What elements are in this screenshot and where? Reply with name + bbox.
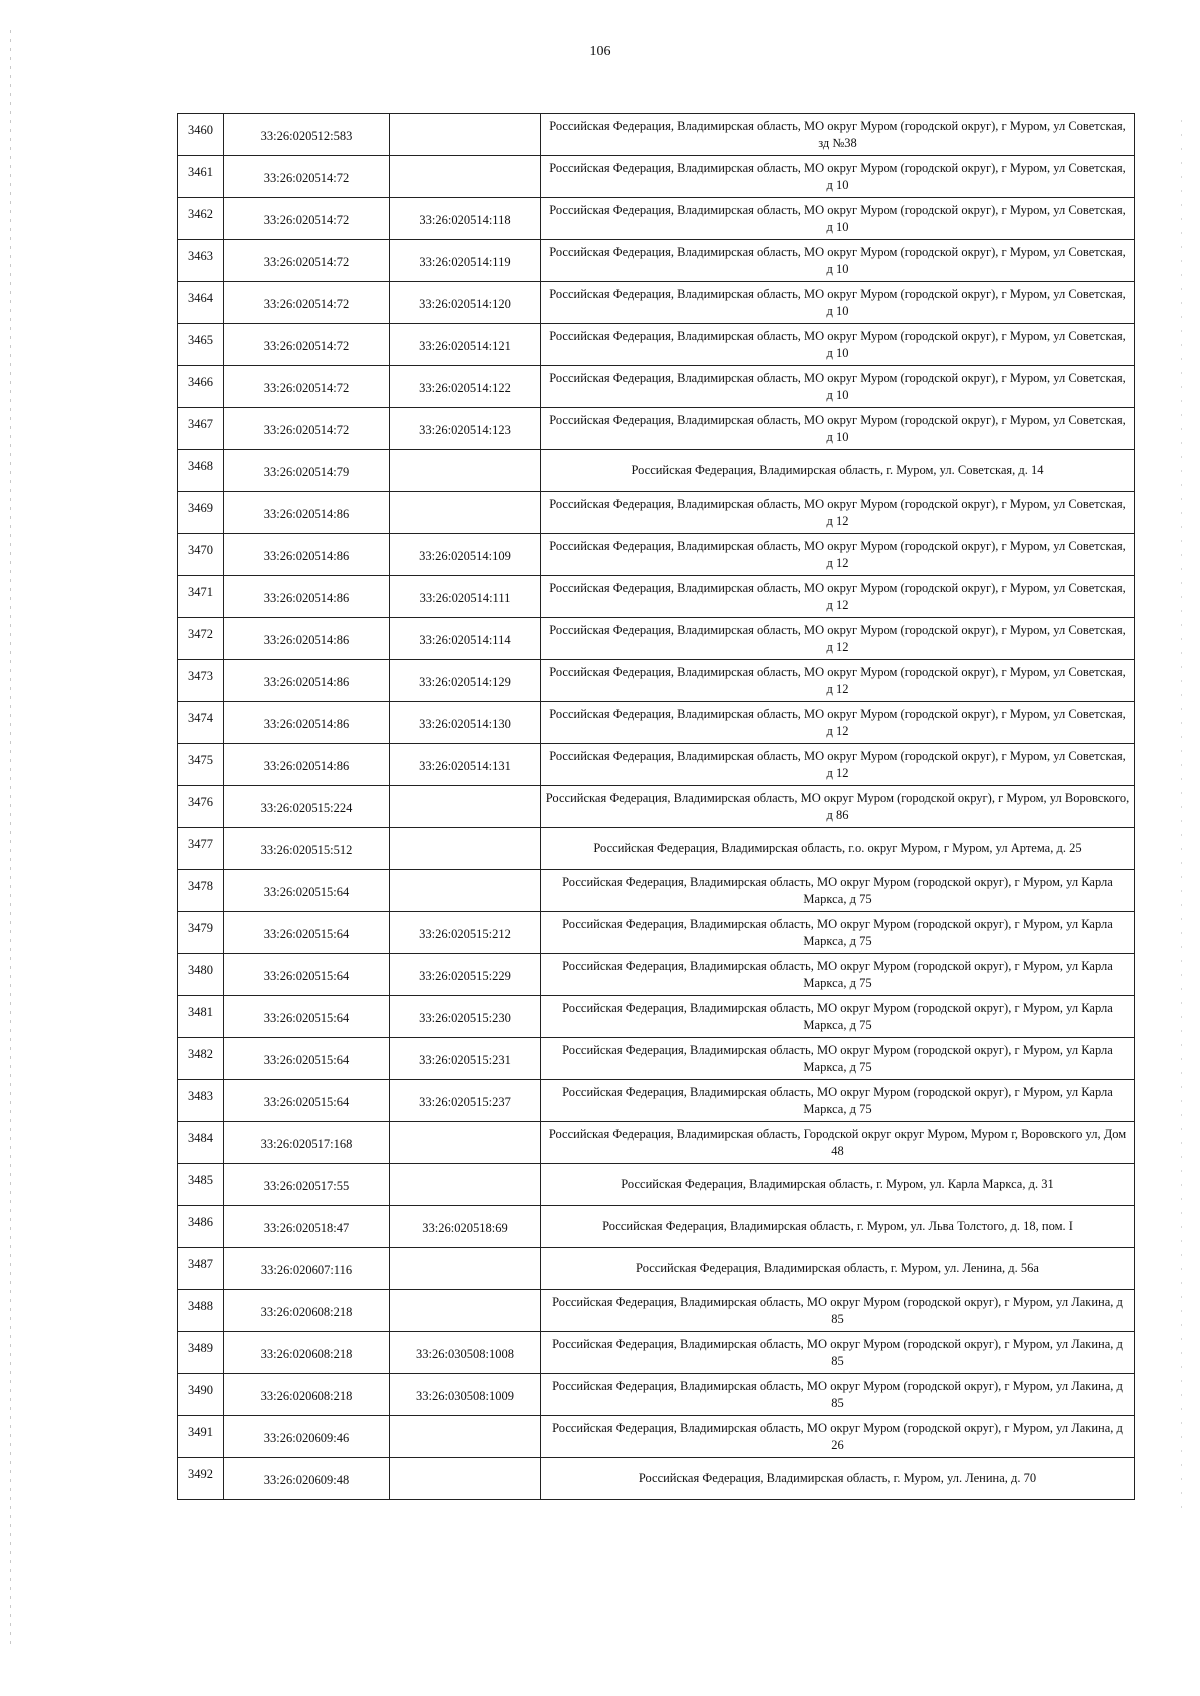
sub-object-number-cell: 33:26:020514:129 — [390, 660, 541, 702]
row-number-cell: 3471 — [178, 576, 224, 618]
table-row — [178, 408, 1135, 450]
cadastral-number-cell: 33:26:020514:86 — [224, 660, 390, 702]
row-number-cell: 3488 — [178, 1290, 224, 1332]
address-cell: Российская Федерация, Владимирская область, г. Муром, ул. Ленина, д. 70 — [541, 1458, 1135, 1500]
sub-object-number-cell: 33:26:020514:118 — [390, 198, 541, 240]
cadastral-number-cell: 33:26:020514:72 — [224, 366, 390, 408]
table-row — [178, 156, 1135, 198]
sub-object-number-cell: 33:26:020514:122 — [390, 366, 541, 408]
sub-object-number-cell — [390, 870, 541, 912]
page-number: 106 — [589, 44, 611, 59]
table-row — [178, 1164, 1135, 1206]
cadastral-number-cell: 33:26:020514:72 — [224, 198, 390, 240]
table-row — [178, 450, 1135, 492]
address-cell: Российская Федерация, Владимирская область, МО округ Муром (городской округ), г Муром, ул Карла Маркса, д 75 — [541, 1080, 1135, 1122]
row-number-cell: 3472 — [178, 618, 224, 660]
address-cell: Российская Федерация, Владимирская область, МО округ Муром (городской округ), г Муром, ул Карла Маркса, д 75 — [541, 954, 1135, 996]
table-row — [178, 744, 1135, 786]
cadastral-number-cell: 33:26:020514:86 — [224, 492, 390, 534]
table-row — [178, 1290, 1135, 1332]
cadastral-number-cell: 33:26:020512:583 — [224, 114, 390, 156]
cadastral-number-cell: 33:26:020515:64 — [224, 1080, 390, 1122]
row-number-cell: 3480 — [178, 954, 224, 996]
sub-object-number-cell: 33:26:020515:212 — [390, 912, 541, 954]
cadastral-number-cell: 33:26:020608:218 — [224, 1332, 390, 1374]
table-row — [178, 1122, 1135, 1164]
cadastral-number-cell: 33:26:020514:86 — [224, 534, 390, 576]
cadastral-number-cell: 33:26:020515:64 — [224, 912, 390, 954]
sub-object-number-cell — [390, 114, 541, 156]
property-table — [177, 113, 1135, 1500]
cadastral-number-cell: 33:26:020515:64 — [224, 870, 390, 912]
cadastral-number-cell: 33:26:020514:86 — [224, 744, 390, 786]
address-cell: Российская Федерация, Владимирская область, МО округ Муром (городской округ), г Муром, ул Карла Маркса, д 75 — [541, 912, 1135, 954]
table-row — [178, 912, 1135, 954]
row-number-cell: 3475 — [178, 744, 224, 786]
row-number-cell: 3470 — [178, 534, 224, 576]
scan-edge-left — [10, 30, 11, 1650]
address-cell: Российская Федерация, Владимирская область, МО округ Муром (городской округ), г Муром, ул Советская, д 12 — [541, 744, 1135, 786]
address-cell: Российская Федерация, Владимирская область, МО округ Муром (городской округ), г Муром, ул Советская, д 10 — [541, 156, 1135, 198]
cadastral-number-cell: 33:26:020514:72 — [224, 240, 390, 282]
address-cell: Российская Федерация, Владимирская область, МО округ Муром (городской округ), г Муром, ул Советская, д 12 — [541, 576, 1135, 618]
cadastral-number-cell: 33:26:020514:72 — [224, 282, 390, 324]
table-row — [178, 240, 1135, 282]
table-row — [178, 828, 1135, 870]
cadastral-number-cell: 33:26:020515:224 — [224, 786, 390, 828]
address-cell: Российская Федерация, Владимирская область, МО округ Муром (городской округ), г Муром, ул Карла Маркса, д 75 — [541, 870, 1135, 912]
cadastral-number-cell: 33:26:020608:218 — [224, 1374, 390, 1416]
table-row — [178, 1206, 1135, 1248]
row-number-cell: 3487 — [178, 1248, 224, 1290]
address-cell: Российская Федерация, Владимирская область, МО округ Муром (городской округ), г Муром, ул Лакина, д 85 — [541, 1374, 1135, 1416]
row-number-cell: 3466 — [178, 366, 224, 408]
row-number-cell: 3477 — [178, 828, 224, 870]
scan-edge-right — [1181, 120, 1182, 1520]
address-cell: Российская Федерация, Владимирская область, г. Муром, ул. Льва Толстого, д. 18, пом. I — [541, 1206, 1135, 1248]
sub-object-number-cell: 33:26:020514:130 — [390, 702, 541, 744]
address-cell: Российская Федерация, Владимирская область, МО округ Муром (городской округ), г Муром, ул Советская, д 12 — [541, 534, 1135, 576]
address-cell: Российская Федерация, Владимирская область, МО округ Муром (городской округ), г Муром, ул Советская, д 10 — [541, 240, 1135, 282]
sub-object-number-cell — [390, 1290, 541, 1332]
sub-object-number-cell: 33:26:020514:120 — [390, 282, 541, 324]
cadastral-number-cell: 33:26:020609:46 — [224, 1416, 390, 1458]
sub-object-number-cell: 33:26:020514:114 — [390, 618, 541, 660]
table-row — [178, 1374, 1135, 1416]
cadastral-number-cell: 33:26:020514:86 — [224, 618, 390, 660]
row-number-cell: 3485 — [178, 1164, 224, 1206]
sub-object-number-cell: 33:26:020514:121 — [390, 324, 541, 366]
table-row — [178, 492, 1135, 534]
sub-object-number-cell: 33:26:020515:229 — [390, 954, 541, 996]
address-cell: Российская Федерация, Владимирская область, МО округ Муром (городской округ), г Муром, ул Советская, зд №38 — [541, 114, 1135, 156]
sub-object-number-cell — [390, 1164, 541, 1206]
row-number-cell: 3460 — [178, 114, 224, 156]
table-row — [178, 324, 1135, 366]
cadastral-number-cell: 33:26:020607:116 — [224, 1248, 390, 1290]
row-number-cell: 3467 — [178, 408, 224, 450]
address-cell: Российская Федерация, Владимирская область, МО округ Муром (городской округ), г Муром, ул Советская, д 12 — [541, 702, 1135, 744]
table-row — [178, 366, 1135, 408]
sub-object-number-cell — [390, 828, 541, 870]
sub-object-number-cell — [390, 1458, 541, 1500]
row-number-cell: 3469 — [178, 492, 224, 534]
sub-object-number-cell — [390, 1122, 541, 1164]
cadastral-number-cell: 33:26:020515:64 — [224, 954, 390, 996]
cadastral-number-cell: 33:26:020608:218 — [224, 1290, 390, 1332]
address-cell: Российская Федерация, Владимирская область, МО округ Муром (городской округ), г Муром, ул Советская, д 12 — [541, 492, 1135, 534]
row-number-cell: 3468 — [178, 450, 224, 492]
table-row — [178, 996, 1135, 1038]
row-number-cell: 3483 — [178, 1080, 224, 1122]
address-cell: Российская Федерация, Владимирская область, г.о. округ Муром, г Муром, ул Артема, д. 25 — [541, 828, 1135, 870]
address-cell: Российская Федерация, Владимирская область, МО округ Муром (городской округ), г Муром, ул Карла Маркса, д 75 — [541, 996, 1135, 1038]
sub-object-number-cell: 33:26:020515:230 — [390, 996, 541, 1038]
cadastral-number-cell: 33:26:020514:86 — [224, 702, 390, 744]
row-number-cell: 3473 — [178, 660, 224, 702]
address-cell: Российская Федерация, Владимирская область, МО округ Муром (городской округ), г Муром, ул Воровского, д 86 — [541, 786, 1135, 828]
cadastral-number-cell: 33:26:020515:512 — [224, 828, 390, 870]
table-row — [178, 786, 1135, 828]
sub-object-number-cell — [390, 786, 541, 828]
table-row — [178, 576, 1135, 618]
row-number-cell: 3484 — [178, 1122, 224, 1164]
row-number-cell: 3476 — [178, 786, 224, 828]
cadastral-number-cell: 33:26:020514:79 — [224, 450, 390, 492]
sub-object-number-cell: 33:26:020515:237 — [390, 1080, 541, 1122]
address-cell: Российская Федерация, Владимирская область, МО округ Муром (городской округ), г Муром, ул Лакина, д 85 — [541, 1290, 1135, 1332]
row-number-cell: 3490 — [178, 1374, 224, 1416]
cadastral-number-cell: 33:26:020517:55 — [224, 1164, 390, 1206]
sub-object-number-cell: 33:26:020514:109 — [390, 534, 541, 576]
cadastral-number-cell: 33:26:020514:72 — [224, 156, 390, 198]
table-row — [178, 1248, 1135, 1290]
address-cell: Российская Федерация, Владимирская область, МО округ Муром (городской округ), г Муром, ул Советская, д 10 — [541, 198, 1135, 240]
row-number-cell: 3481 — [178, 996, 224, 1038]
row-number-cell: 3479 — [178, 912, 224, 954]
table-row — [178, 1038, 1135, 1080]
sub-object-number-cell: 33:26:030508:1008 — [390, 1332, 541, 1374]
row-number-cell: 3463 — [178, 240, 224, 282]
table-row — [178, 954, 1135, 996]
sub-object-number-cell: 33:26:020514:131 — [390, 744, 541, 786]
sub-object-number-cell — [390, 450, 541, 492]
cadastral-number-cell: 33:26:020515:64 — [224, 1038, 390, 1080]
table-row — [178, 1458, 1135, 1500]
address-cell: Российская Федерация, Владимирская область, МО округ Муром (городской округ), г Муром, ул Советская, д 10 — [541, 366, 1135, 408]
row-number-cell: 3465 — [178, 324, 224, 366]
cadastral-number-cell: 33:26:020515:64 — [224, 996, 390, 1038]
address-cell: Российская Федерация, Владимирская область, г. Муром, ул. Карла Маркса, д. 31 — [541, 1164, 1135, 1206]
address-cell: Российская Федерация, Владимирская область, МО округ Муром (городской округ), г Муром, ул Карла Маркса, д 75 — [541, 1038, 1135, 1080]
address-cell: Российская Федерация, Владимирская область, МО округ Муром (городской округ), г Муром, ул Советская, д 10 — [541, 282, 1135, 324]
sub-object-number-cell: 33:26:020514:123 — [390, 408, 541, 450]
table-row — [178, 1332, 1135, 1374]
table-body — [178, 114, 1135, 1500]
row-number-cell: 3489 — [178, 1332, 224, 1374]
sub-object-number-cell: 33:26:020518:69 — [390, 1206, 541, 1248]
table-row — [178, 1080, 1135, 1122]
cadastral-number-cell: 33:26:020514:72 — [224, 408, 390, 450]
address-cell: Российская Федерация, Владимирская область, МО округ Муром (городской округ), г Муром, ул Лакина, д 85 — [541, 1332, 1135, 1374]
address-cell: Российская Федерация, Владимирская область, МО округ Муром (городской округ), г Муром, ул Советская, д 10 — [541, 408, 1135, 450]
sub-object-number-cell: 33:26:020514:119 — [390, 240, 541, 282]
row-number-cell: 3478 — [178, 870, 224, 912]
table-row — [178, 114, 1135, 156]
address-cell: Российская Федерация, Владимирская область, г. Муром, ул. Ленина, д. 56а — [541, 1248, 1135, 1290]
table-row — [178, 870, 1135, 912]
address-cell: Российская Федерация, Владимирская область, г. Муром, ул. Советская, д. 14 — [541, 450, 1135, 492]
table-row — [178, 618, 1135, 660]
cadastral-number-cell: 33:26:020514:86 — [224, 576, 390, 618]
sub-object-number-cell: 33:26:020515:231 — [390, 1038, 541, 1080]
sub-object-number-cell — [390, 1416, 541, 1458]
address-cell: Российская Федерация, Владимирская область, Городской округ округ Муром, Муром г, Воровского ул, Дом 48 — [541, 1122, 1135, 1164]
address-cell: Российская Федерация, Владимирская область, МО округ Муром (городской округ), г Муром, ул Лакина, д 26 — [541, 1416, 1135, 1458]
address-cell: Российская Федерация, Владимирская область, МО округ Муром (городской округ), г Муром, ул Советская, д 12 — [541, 618, 1135, 660]
table-row — [178, 660, 1135, 702]
sub-object-number-cell: 33:26:030508:1009 — [390, 1374, 541, 1416]
row-number-cell: 3491 — [178, 1416, 224, 1458]
row-number-cell: 3464 — [178, 282, 224, 324]
row-number-cell: 3486 — [178, 1206, 224, 1248]
table-row — [178, 702, 1135, 744]
cadastral-number-cell: 33:26:020609:48 — [224, 1458, 390, 1500]
cadastral-number-cell: 33:26:020518:47 — [224, 1206, 390, 1248]
row-number-cell: 3492 — [178, 1458, 224, 1500]
sub-object-number-cell — [390, 1248, 541, 1290]
cadastral-number-cell: 33:26:020514:72 — [224, 324, 390, 366]
table-row — [178, 534, 1135, 576]
row-number-cell: 3482 — [178, 1038, 224, 1080]
cadastral-number-cell: 33:26:020517:168 — [224, 1122, 390, 1164]
sub-object-number-cell: 33:26:020514:111 — [390, 576, 541, 618]
table-row — [178, 1416, 1135, 1458]
address-cell: Российская Федерация, Владимирская область, МО округ Муром (городской округ), г Муром, ул Советская, д 12 — [541, 660, 1135, 702]
sub-object-number-cell — [390, 156, 541, 198]
table-row — [178, 198, 1135, 240]
address-cell: Российская Федерация, Владимирская область, МО округ Муром (городской округ), г Муром, ул Советская, д 10 — [541, 324, 1135, 366]
table-row — [178, 282, 1135, 324]
row-number-cell: 3461 — [178, 156, 224, 198]
row-number-cell: 3462 — [178, 198, 224, 240]
row-number-cell: 3474 — [178, 702, 224, 744]
sub-object-number-cell — [390, 492, 541, 534]
